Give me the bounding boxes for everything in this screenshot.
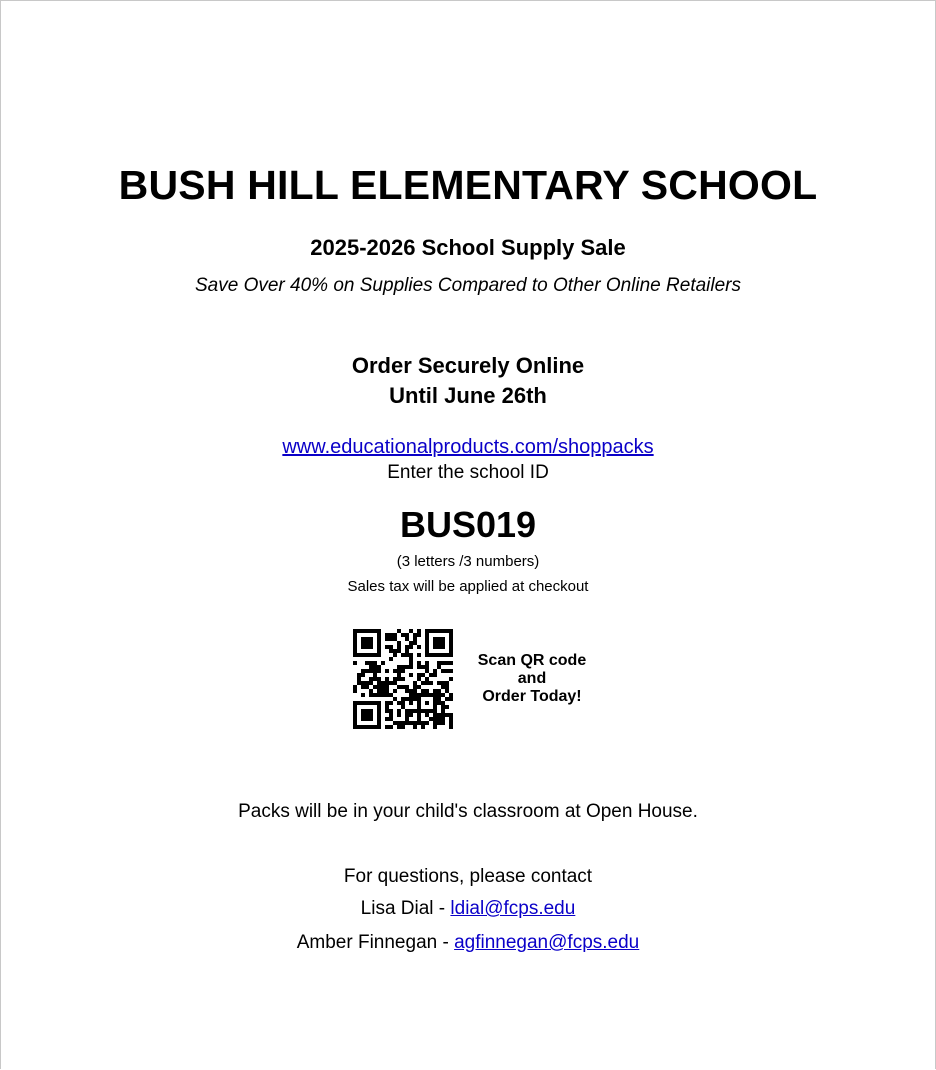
order-heading-line1: Order Securely Online [351, 353, 585, 378]
qr-caption-line1: Scan QR code [477, 652, 587, 669]
questions-text: For questions, please contact [343, 866, 593, 887]
contact-name: Amber Finnegan - [296, 932, 455, 953]
packs-note: Packs will be in your child's classroom at Open House. [238, 801, 698, 822]
enter-id-instruction: Enter the school ID [387, 462, 549, 483]
contact-lisa-dial [0, 898, 936, 920]
contact-amber-finnegan [0, 932, 936, 954]
tax-note: Sales tax will be applied at checkout [347, 578, 589, 595]
tagline: Save Over 40% on Supplies Compared to Other Online Retailers [195, 275, 741, 296]
shop-url-container [0, 436, 936, 459]
qr-code-icon[interactable] [353, 629, 453, 729]
order-heading-line2: Until June 26th [389, 383, 547, 408]
qr-caption [462, 652, 602, 706]
school-id-hint: (3 letters /3 numbers) [396, 553, 540, 570]
contact-email-link[interactable]: agfinnegan@fcps.edu [454, 932, 640, 953]
shop-url-link[interactable]: www.educationalproducts.com/shoppacks [282, 436, 654, 458]
contact-email-link[interactable]: ldial@fcps.edu [450, 898, 576, 919]
sale-title: 2025-2026 School Supply Sale [310, 235, 626, 260]
qr-caption-line2: and [517, 670, 547, 687]
contact-name: Lisa Dial - [360, 898, 451, 919]
qr-caption-line3: Order Today! [482, 688, 582, 705]
school-id-code: BUS019 [399, 504, 537, 545]
school-name: BUSH HILL ELEMENTARY SCHOOL [118, 162, 818, 208]
